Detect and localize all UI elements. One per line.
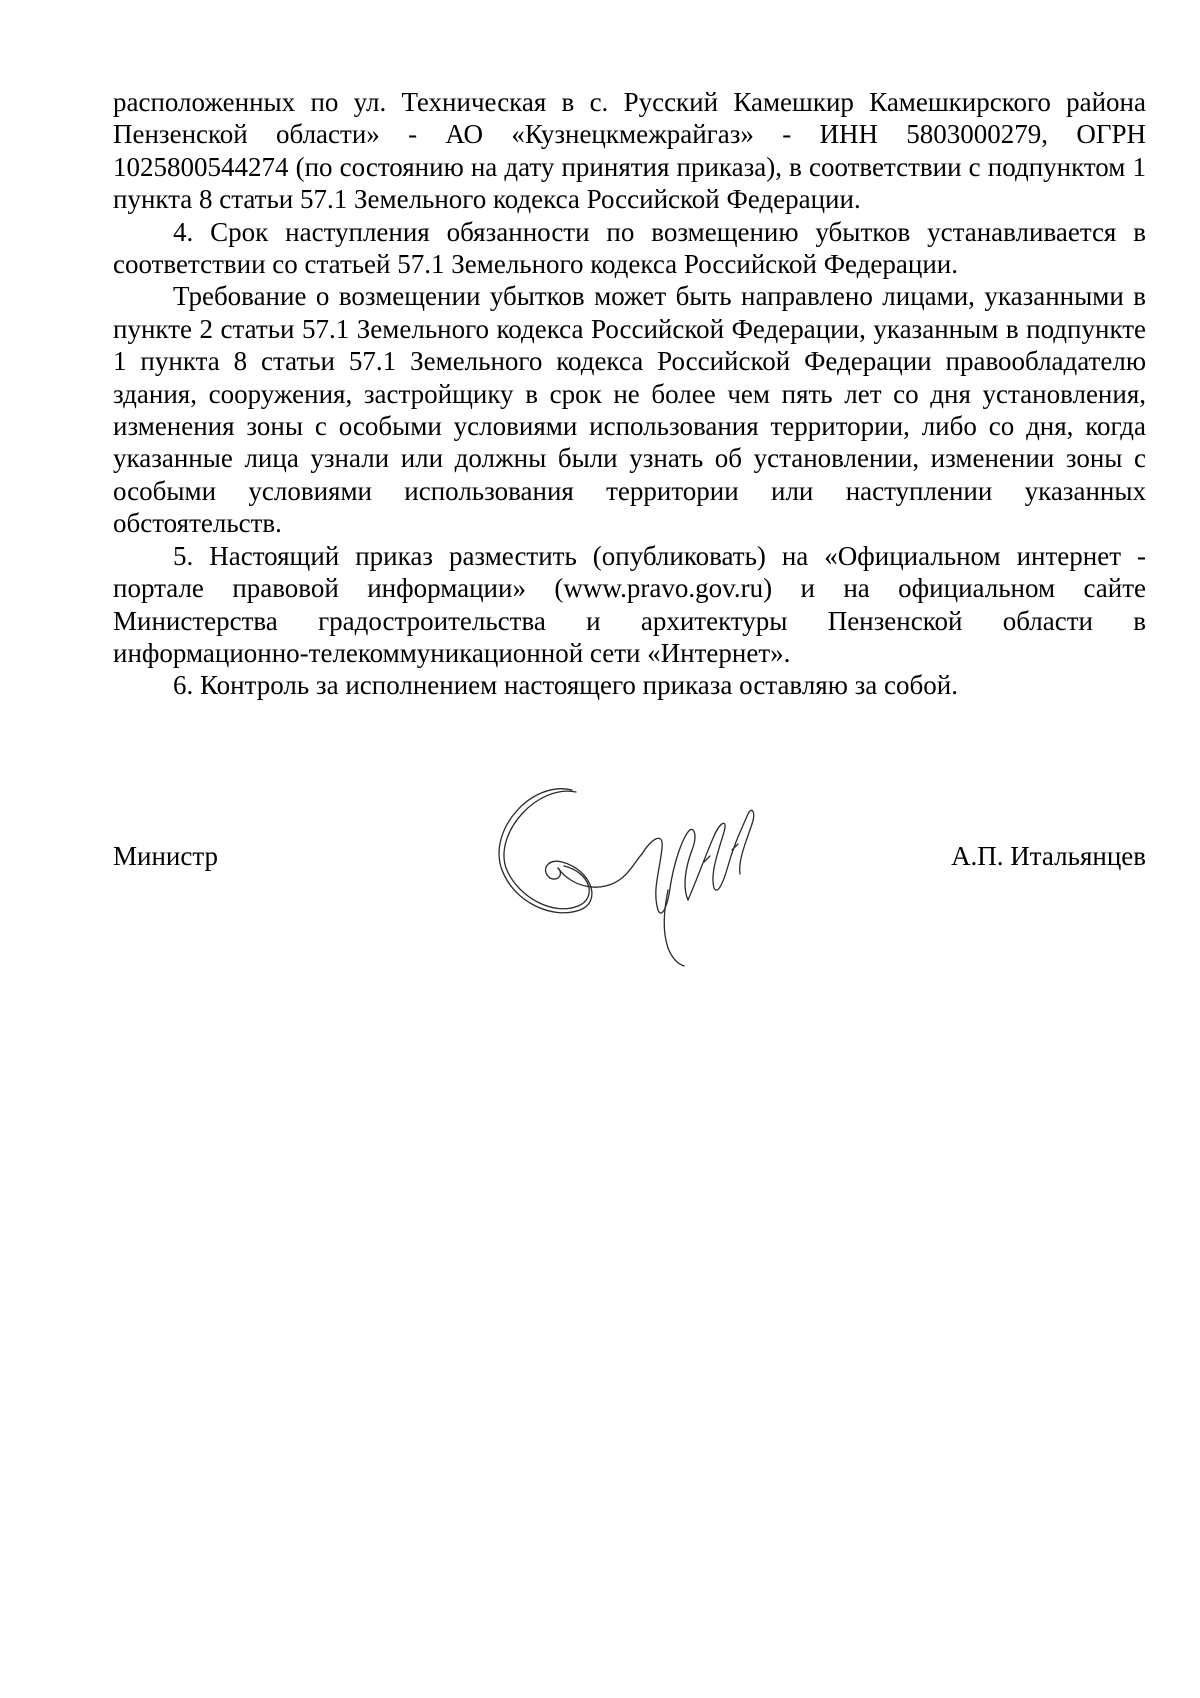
signature-block <box>113 840 1146 890</box>
paragraph-item-5: 5. Настоящий приказ разместить (опубликовать) на «Официальном интернет - портале правовой информации» (www.pravo.gov.ru) и на официальном сайте Министерства градостроительства и архитектуры Пензенской области в информационно-телекоммуникационной сети «Интернет». <box>113 540 1146 668</box>
paragraph-item-6: 6. Контроль за исполнением настоящего приказа оставляю за собой. <box>173 670 958 701</box>
paragraph-compensation-requirement: Требование о возмещении убытков может быть направлено лицами, указанными в пункте 2 статьи 57.1 Земельного кодекса Российской Федерации, указанным в подпункте 1 пункта 8 статьи 57.1 Земельного кодекса Российской Федерации правообладателю здания, сооружения, застройщику в срок не более чем пять лет со дня установления, изменения зоны с особыми условиями использования территории, либо со дня, когда указанные лица узнали или должны были узнать об установлении, изменении зоны с особыми условиями использования территории или наступлении указанных обстоятельств. <box>113 281 1146 539</box>
signer-name: А.П. Итальянцев <box>951 841 1146 871</box>
document-body <box>113 86 1146 702</box>
signer-title: Министр <box>113 841 218 871</box>
paragraph-item-4: 4. Срок наступления обязанности по возмещению убытков устанавливается в соответствии со статьей 57.1 Земельного кодекса Российской Федерации. <box>113 216 1146 280</box>
paragraph-continuation: расположенных по ул. Техническая в с. Русский Камешкир Камешкирского района Пензенской области» - АО «Кузнецкмежрайгаз» - ИНН 5803000279, ОГРН 1025800544274 (по состоянию на дату принятия приказа), в соответствии с подпунктом 1 пункта 8 статьи 57.1 Земельного кодекса Российской Федерации. <box>113 87 1146 215</box>
